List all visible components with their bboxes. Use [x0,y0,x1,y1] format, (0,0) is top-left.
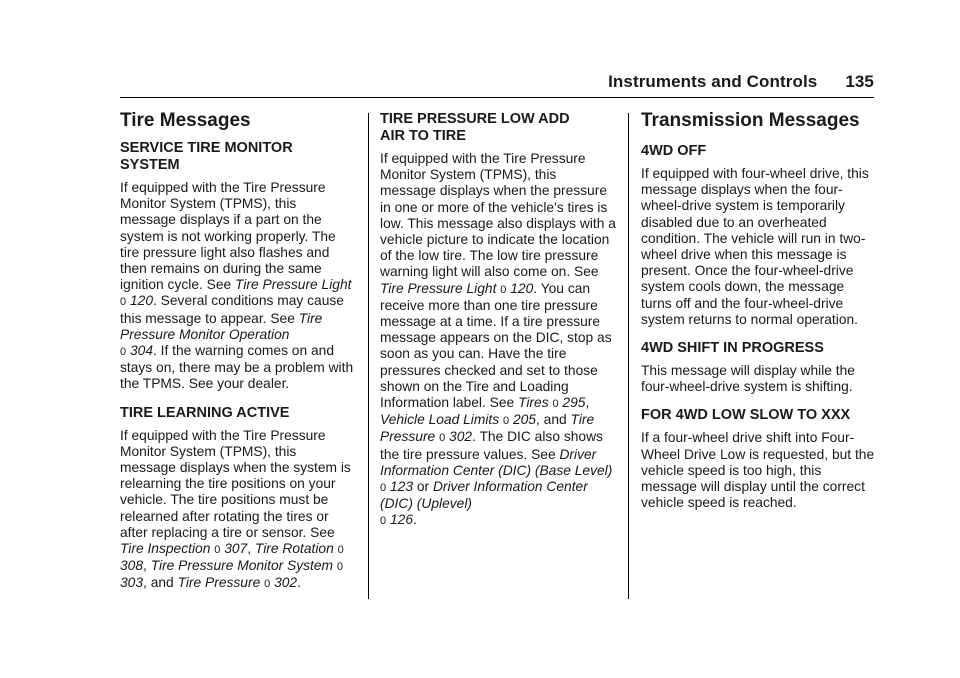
body-text: If equipped with the Tire Pressure Monitor System (TPMS), this message displays when the system is relearning the tire positions on your vehicle. The tire positions must be relearned after rotating the tires or after replacing a tire or sensor. See [120,427,351,540]
page-ref: 307 [224,541,248,557]
page-ref: 304 [129,343,153,359]
book-icon: 0 [336,561,344,574]
body-text: If equipped with the Tire Pressure Monitor System (TPMS), this message displays if a part on the system is not working properly. The tire pressure light also flashes and then remains on during the same ignition cycle. See [120,180,336,293]
4wd-low-slow-text: If a four-wheel drive shift into Four-Wheel Drive Low is requested, but the vehicle speed is too high, this message will display until the correct vehicle speed is reached. [641,430,875,511]
tire-learning-active-text [120,428,356,593]
book-icon: 0 [502,415,510,428]
separator: or [413,479,433,495]
section-title: Instruments and Controls [608,72,818,91]
heading-line: AIR TO TIRE [380,128,466,144]
page-ref: 302 [274,575,298,591]
separator: . [413,512,417,528]
link-text: Tire Inspection [120,541,211,557]
link-text: Tires [518,395,549,411]
link-text: Tire Pressure Monitor System [150,558,334,574]
4wd-off-text: If equipped with four-wheel drive, this message displays when the four-wheel-drive system is temporarily disabled due to an overheated condition. The vehicle will run in two-wheel drive when this message is present. Once the four-wheel-drive system cools down, the message turns off and the four-wheel-drive system returns to normal operation. [641,166,869,327]
service-tire-monitor-text [120,180,356,393]
book-icon: 0 [380,515,387,528]
page-ref: 302 [449,429,473,445]
4wd-shift-heading: 4WD SHIFT IN PROGRESS [641,340,824,357]
link-text: Driver Information Center (DIC) (Uplevel) [380,479,588,512]
link-text: Tire Pressure [380,412,595,445]
separator: , [247,541,255,557]
separator: . [297,575,301,591]
body-text: . You can receive more than one tire pressure message at a time. If a tire pressure message appears on the DIC, stop as soon as you can. Have the tire pressures checked and set to those shown on the Tire and Loading Information label. See [380,280,612,411]
link-text: Driver Information Center (DIC) (Base Level) [380,446,613,478]
transmission-messages-title: Transmission Messages [641,110,860,131]
book-icon: 0 [380,482,387,495]
page-ref: 123 [389,479,413,495]
book-icon: 0 [439,432,446,445]
separator: , and [143,575,178,591]
link-tire-inspection[interactable] [120,541,247,556]
body-text: . The DIC also shows the tire pressure values. See [380,429,603,462]
page-ref: 205 [512,412,536,428]
tire-messages-title: Tire Messages [120,110,251,131]
book-icon: 0 [552,398,559,411]
link-text: Tire Pressure Monitor Operation [120,310,323,342]
book-icon: 0 [214,544,221,557]
link-tire-pressure[interactable] [178,575,298,590]
link-text: Tire Pressure Light [380,280,497,296]
page-ref: 308 [120,558,144,574]
link-tires[interactable] [518,395,585,410]
page-ref: 295 [562,395,586,411]
column-1 [120,108,356,593]
4wd-off-heading: 4WD OFF [641,143,707,159]
link-text: Tire Pressure [177,575,261,591]
tire-pressure-low-text [380,151,616,530]
column-2 [380,108,616,530]
body-text: . Several conditions may cause this message to appear. See [120,293,344,326]
separator: , and [535,412,571,428]
link-text: Vehicle Load Limits [380,412,500,428]
header-rule [120,97,874,98]
book-icon: 0 [500,283,507,296]
body-text: If equipped with the Tire Pressure Monitor System (TPMS), this message displays when the pressure in one or more of the vehicle's tires is low. This message also displays with a vehicle picture to indicate the location of the low tire. The low tire pressure warning light will also come on. See [380,151,616,280]
page-ref: 120 [510,280,534,296]
book-icon: 0 [337,544,344,557]
column-3 [641,108,877,511]
link-text: Tire Rotation [254,541,334,557]
heading-line: SYSTEM [120,157,180,173]
page-ref: 120 [129,293,153,309]
column-divider-2 [628,113,629,599]
book-icon: 0 [120,346,127,359]
link-vehicle-load-limits[interactable] [380,412,536,427]
tire-learning-active-heading: TIRE LEARNING ACTIVE [120,404,290,421]
4wd-shift-text: This message will display while the four-wheel-drive system is shifting. [641,363,855,395]
tire-pressure-low-heading [380,111,616,145]
link-tire-pressure-light[interactable] [380,281,533,296]
service-tire-monitor-heading [120,140,356,174]
separator: , [585,395,590,411]
book-icon: 0 [120,296,127,309]
link-text: Tire Pressure Light [235,277,352,293]
page-header [608,72,874,92]
heading-line: SERVICE TIRE MONITOR [120,140,293,156]
heading-line: TIRE PRESSURE LOW ADD [380,111,570,127]
book-icon: 0 [264,578,271,591]
page-ref: 126 [389,512,413,528]
column-divider-1 [368,113,369,599]
body-text: . If the warning comes on and stays on, there may be a problem with the TPMS. See your dealer. [120,343,354,392]
separator: , [143,558,151,574]
page-number: 135 [845,72,874,91]
4wd-low-slow-heading: FOR 4WD LOW SLOW TO XXX [641,407,851,424]
page-ref: 303 [120,575,144,591]
